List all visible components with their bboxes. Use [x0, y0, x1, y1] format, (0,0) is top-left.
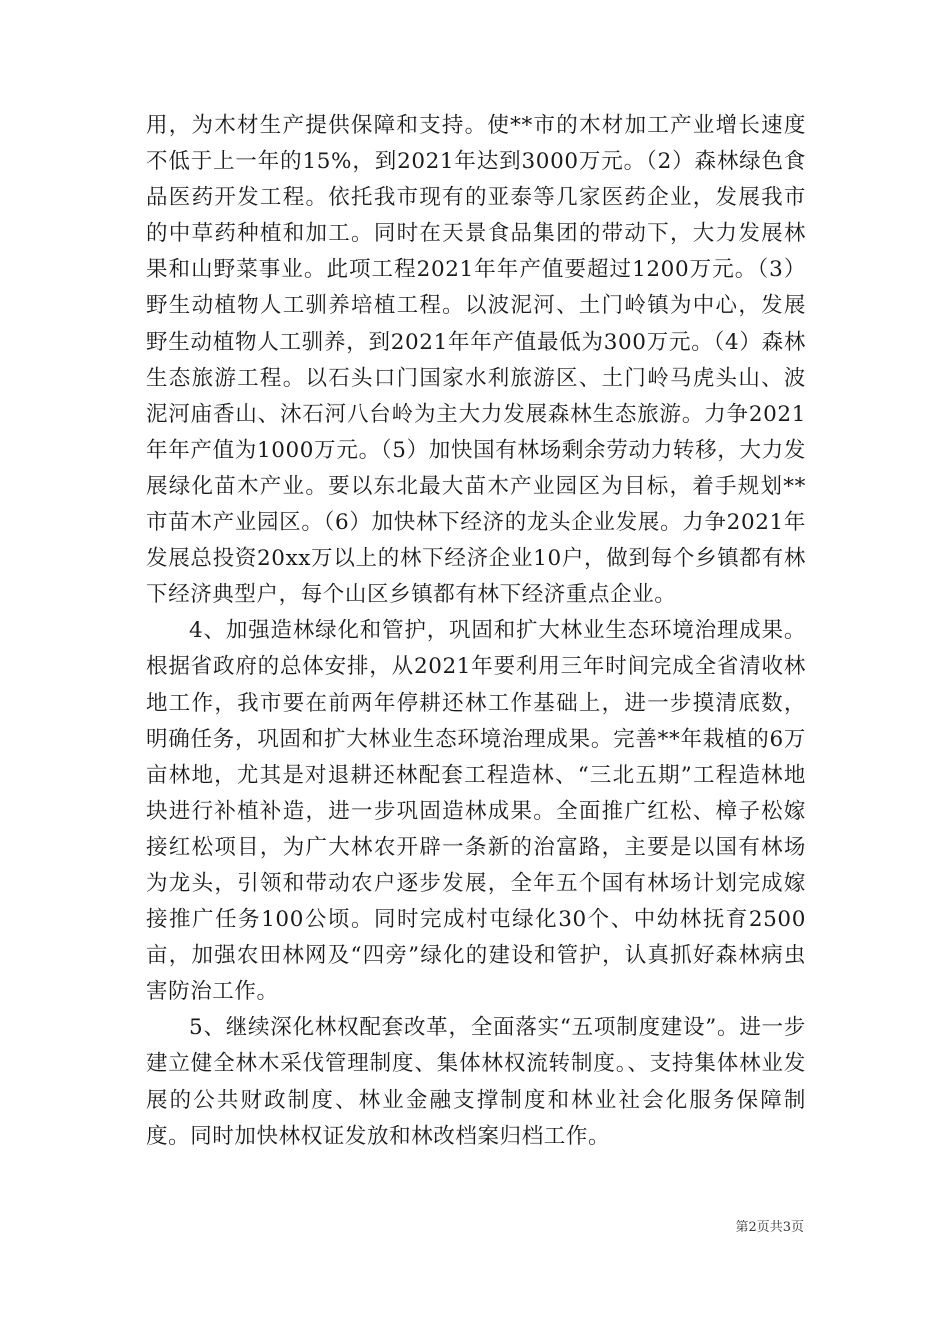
- paragraph-3: 5、继续深化林权配套改革，全面落实“五项制度建设”。进一步建立健全林木采伐管理制度、集体林权流转制度。、支持集体林业发展的公共财政制度、林业金融支撑制度和林业社会化服务保障制度。同时加快林权证发放和林改档案归档工作。: [146, 1015, 806, 1149]
- paragraph-2: 4、加强造林绿化和管护，巩固和扩大林业生态环境治理成果。根据省政府的总体安排，从2021年要利用三年时间完成全省清收林地工作，我市要在前两年停耕还林工作基础上，进一步摸清底数，明确任务，巩固和扩大林业生态环境治理成果。完善**年栽植的6万亩林地，尤其是对退耕还林配套工程造林、“三北五期”工程造林地块进行补植补造，进一步巩固造林成果。全面推广红松、樟子松嫁接红松项目，为广大林农开辟一条新的治富路，主要是以国有林场为龙头，引领和带动农户逐步发展，全年五个国有林场计划完成嫁接推广任务100公顷。同时完成村屯绿化30个、中幼林抚育2500亩，加强农田林网及“四旁”绿化的建设和管护，认真抓好森林病虫害防治工作。: [146, 618, 806, 1005]
- page-number-footer: 第2页共3页: [735, 1220, 804, 1235]
- document-body: [146, 108, 806, 1155]
- paragraph-1: 用，为木材生产提供保障和支持。使**市的木材加工产业增长速度不低于上一年的15%，到2021年达到3000万元。（2）森林绿色食品医药开发工程。依托我市现有的亚泰等几家医药企业，发展我市的中草药种植和加工。同时在天景食品集团的带动下，大力发展林果和山野菜事业。此项工程2021年年产值要超过1200万元。（3）野生动植物人工驯养培植工程。以波泥河、土门岭镇为中心，发展野生动植物人工驯养，到2021年年产值最低为300万元。（4）森林生态旅游工程。以石头口门国家水利旅游区、土门岭马虎头山、波泥河庙香山、沐石河八台岭为主大力发展森林生态旅游。力争2021年年产值为1000万元。（5）加快国有林场剩余劳动力转移，大力发展绿化苗木产业。要以东北最大苗木产业园区为目标，着手规划**市苗木产业园区。（6）加快林下经济的龙头企业发展。力争2021年发展总投资20xx万以上的林下经济企业10户，做到每个乡镇都有林下经济典型户，每个山区乡镇都有林下经济重点企业。: [146, 113, 806, 608]
